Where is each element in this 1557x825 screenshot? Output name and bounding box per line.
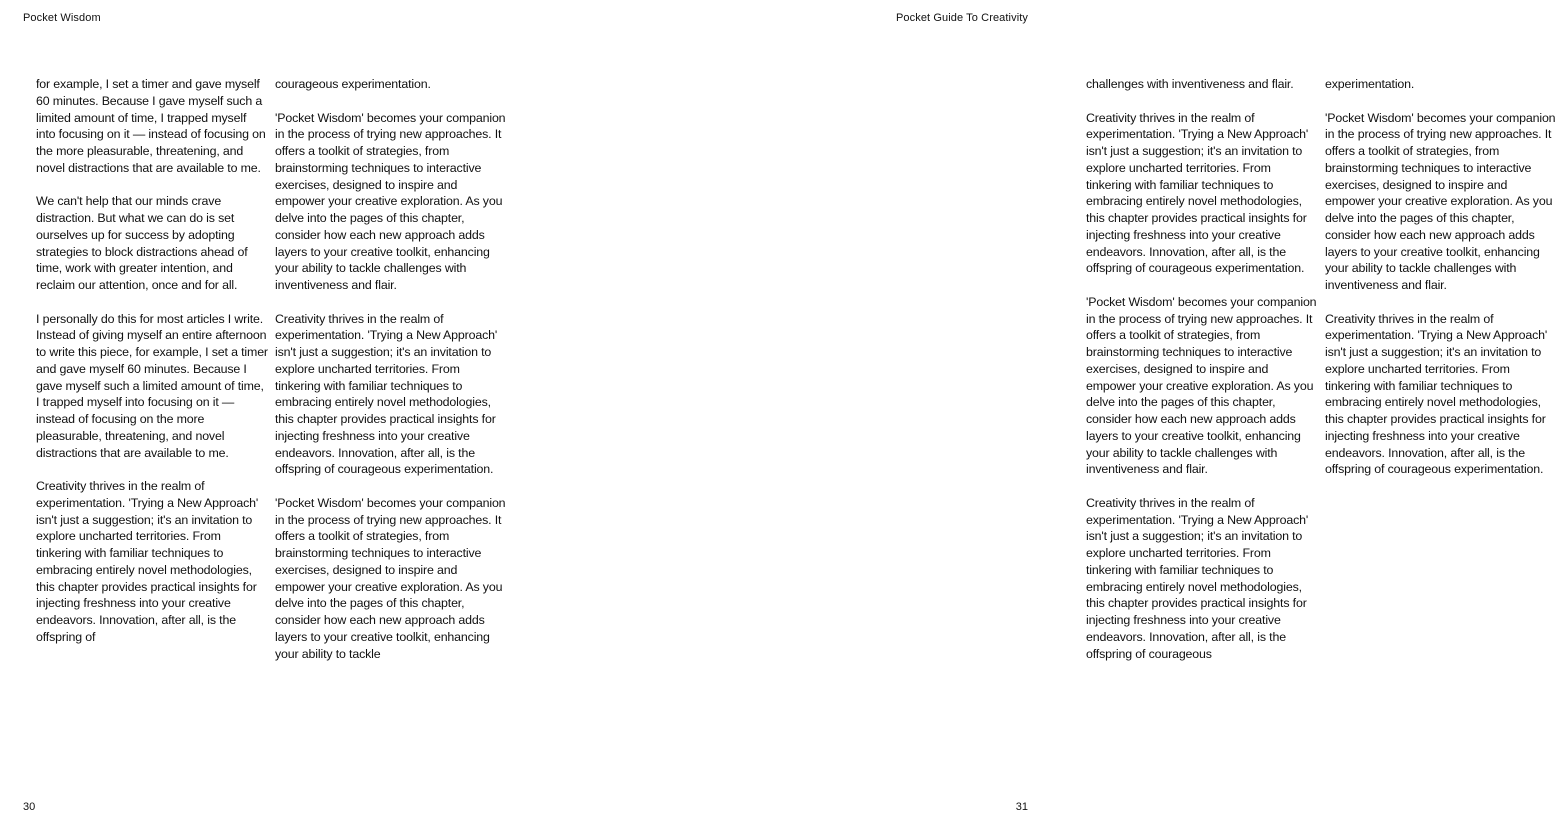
text-column-3	[1086, 76, 1318, 662]
paragraph: Creativity thrives in the realm of experimentation. 'Trying a New Approach' isn't just a suggestion; it's an invitation to explore uncharted territories. From tinkering with familiar techniques to embracing entirely novel methodologies, this chapter provides practical insights for injecting freshness into your creative endeavors. Innovation, after all, is the offspring of courageous experimentation.	[275, 311, 498, 477]
left-page	[0, 0, 525, 825]
paragraph: We can't help that our minds crave distraction. But what we can do is set ourselves up for success by adopting strategies to block distractions ahead of time, work with greater intention, and reclaim our attention, once and for all.	[36, 194, 248, 292]
paragraph: Creativity thrives in the realm of experimentation. 'Trying a New Approach' isn't just a suggestion; it's an invitation to explore uncharted territories. From tinkering with familiar techniques to embracing entirely novel methodologies, this chapter provides practical insights for injecting freshness into your creative endeavors. Innovation, after all, is the offspring of	[36, 479, 259, 644]
running-head-right: Pocket Guide To Creativity	[895, 12, 1028, 24]
text-column-1	[36, 76, 268, 646]
paragraph: challenges with inventiveness and flair.	[1086, 77, 1294, 91]
text-column-4	[1325, 76, 1557, 478]
paragraph: experimentation.	[1325, 77, 1415, 91]
paragraph: 'Pocket Wisdom' becomes your companion in the process of trying new approaches. It offers a toolkit of strategies, from brainstorming techniques to interactive exercises, designed to inspire and empower your creative exploration. As you delve into the pages of this chapter, consider how each new approach adds layers to your creative toolkit, enhancing your ability to tackle challenges with inventiveness and flair.	[1325, 110, 1556, 292]
paragraph: Creativity thrives in the realm of experimentation. 'Trying a New Approach' isn't just a suggestion; it's an invitation to explore uncharted territories. From tinkering with familiar techniques to embracing entirely novel methodologies, this chapter provides practical insights for injecting freshness into your creative endeavors. Innovation, after all, is the offspring of courageous	[1086, 495, 1309, 661]
page-number-right: 31	[1015, 801, 1028, 813]
paragraph: Creativity thrives in the realm of experimentation. 'Trying a New Approach' isn't just a suggestion; it's an invitation to explore uncharted territories. From tinkering with familiar techniques to embracing entirely novel methodologies, this chapter provides practical insights for injecting freshness into your creative endeavors. Innovation, after all, is the offspring of courageous experimentation.	[1325, 311, 1548, 477]
paragraph: 'Pocket Wisdom' becomes your companion in the process of trying new approaches. It offers a toolkit of strategies, from brainstorming techniques to interactive exercises, designed to inspire and empower your creative exploration. As you delve into the pages of this chapter, consider how each new approach adds layers to your creative toolkit, enhancing your ability to tackle challenges with inventiveness and flair.	[1086, 294, 1317, 477]
running-head-left: Pocket Wisdom	[23, 12, 101, 24]
paragraph: 'Pocket Wisdom' becomes your companion in the process of trying new approaches. It offers a toolkit of strategies, from brainstorming techniques to interactive exercises, designed to inspire and empower your creative exploration. As you delve into the pages of this chapter, consider how each new approach adds layers to your creative toolkit, enhancing your ability to tackle challenges with inventiveness and flair.	[275, 110, 506, 292]
paragraph: for example, I set a timer and gave myself 60 minutes. Because I gave myself such a limited amount of time, I trapped myself into focusing on it — instead of focusing on the more pleasurable, threatening, and novel distractions that are available to me.	[36, 77, 266, 175]
paragraph: 'Pocket Wisdom' becomes your companion in the process of trying new approaches. It offers a toolkit of strategies, from brainstorming techniques to interactive exercises, designed to inspire and empower your creative exploration. As you delve into the pages of this chapter, consider how each new approach adds layers to your creative toolkit, enhancing your ability to tackle	[275, 495, 506, 661]
paragraph: I personally do this for most articles I write. Instead of giving myself an entire afternoon to write this piece, for example, I set a timer and gave myself 60 minutes. Because I gave myself such a limited amount of time, I trapped myself into focusing on it — instead of focusing on the more pleasurable, threatening, and novel distractions that are available to me.	[36, 311, 268, 460]
text-column-2	[275, 76, 507, 662]
page-number-left: 30	[23, 801, 36, 813]
paragraph: Creativity thrives in the realm of experimentation. 'Trying a New Approach' isn't just a suggestion; it's an invitation to explore uncharted territories. From tinkering with familiar techniques to embracing entirely novel methodologies, this chapter provides practical insights for injecting freshness into your creative endeavors. Innovation, after all, is the offspring of courageous experimentation.	[1086, 110, 1309, 276]
right-page	[525, 0, 1556, 825]
paragraph: courageous experimentation.	[275, 77, 431, 91]
